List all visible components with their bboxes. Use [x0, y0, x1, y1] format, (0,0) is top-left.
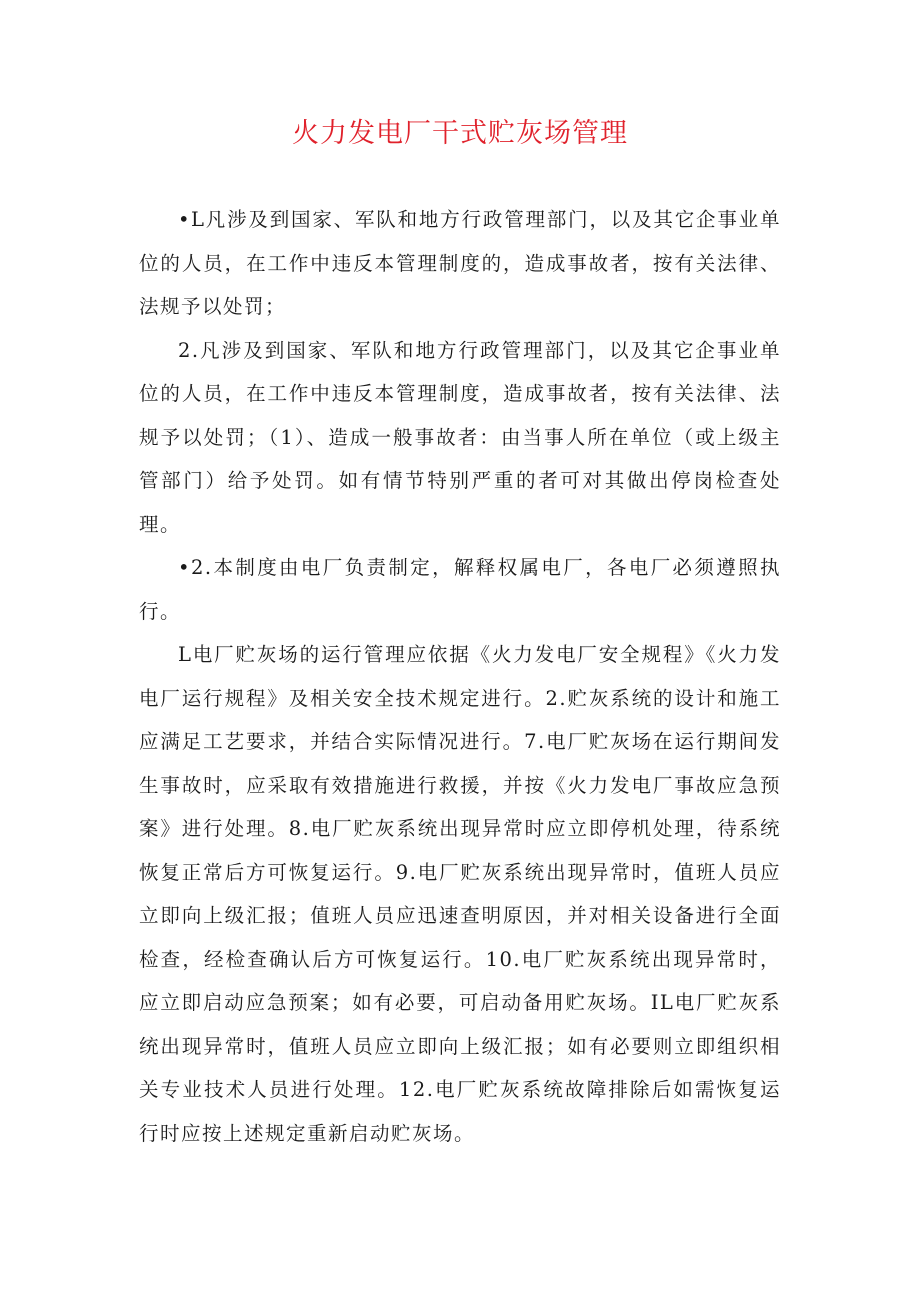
document-body: [139, 198, 781, 1155]
paragraph-4: L电厂贮灰场的运行管理应依据《火力发电厂安全规程》《火力发电厂运行规程》及相关安全技术规定进行。2.贮灰系统的设计和施工应满足工艺要求，并结合实际情况进行。7.电厂贮灰场在运行期间发生事故时，应采取有效措施进行救援，并按《火力发电厂事故应急预案》进行处理。8.电厂贮灰系统出现异常时应立即停机处理，待系统恢复正常后方可恢复运行。9.电厂贮灰系统出现异常时，值班人员应立即向上级汇报；值班人员应迅速查明原因，并对相关设备进行全面检查，经检查确认后方可恢复运行。10.电厂贮灰系统出现异常时，应立即启动应急预案；如有必要，可启动备用贮灰场。IL电厂贮灰系统出现异常时，值班人员应立即向上级汇报；如有必要则立即组织相关专业技术人员进行处理。12.电厂贮灰系统故障排除后如需恢复运行时应按上述规定重新启动贮灰场。: [139, 643, 781, 1145]
paragraph-3: •2.本制度由电厂负责制定，解释权属电厂，各电厂必须遵照执行。: [139, 556, 781, 623]
paragraph-2: 2.凡涉及到国家、军队和地方行政管理部门，以及其它企事业单位的人员，在工作中违反本管理制度，造成事故者，按有关法律、法规予以处罚；（1）、造成一般事故者：由当事人所在单位（或上级主管部门）给予处罚。如有情节特别严重的者可对其做出停岗检查处理。: [139, 338, 781, 536]
document-title: 火力发电厂干式贮灰场管理: [292, 118, 628, 149]
paragraph-1: •L凡涉及到国家、军队和地方行政管理部门，以及其它企事业单位的人员，在工作中违反本管理制度的，造成事故者，按有关法律、法规予以处罚；: [139, 208, 781, 318]
